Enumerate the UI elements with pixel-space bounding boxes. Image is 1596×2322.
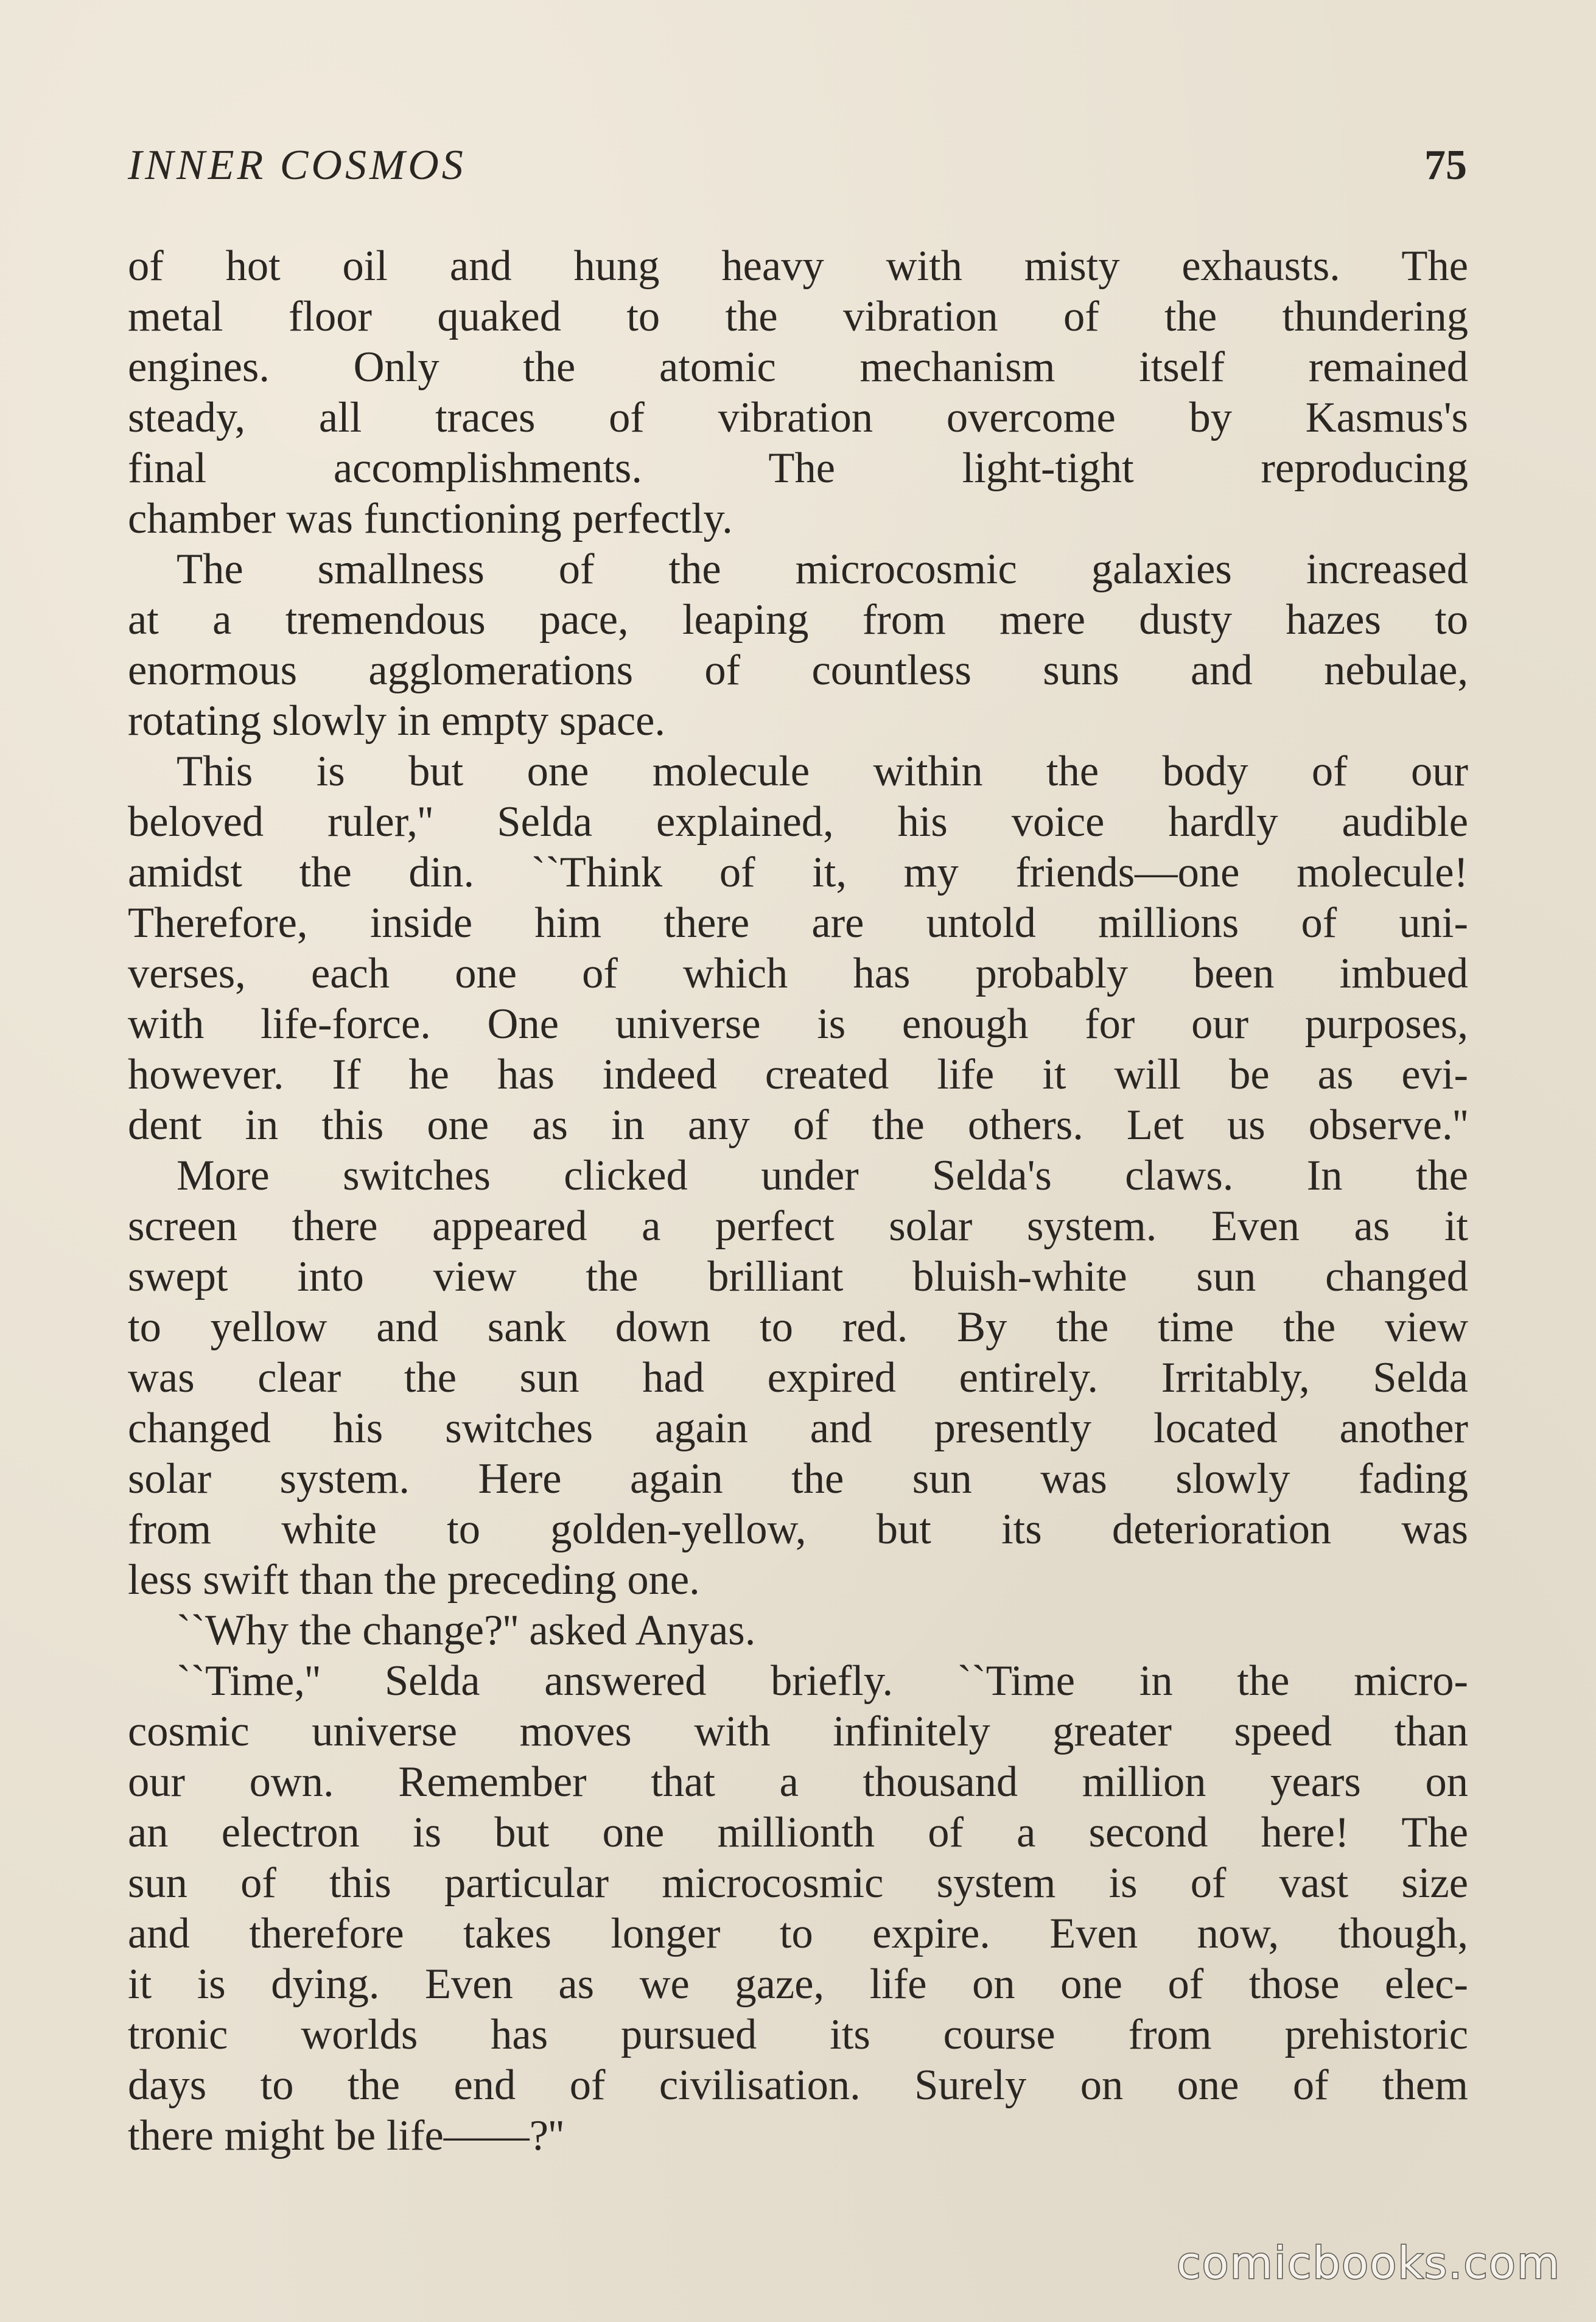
- text-line: More switches clicked under Selda's claws. In the: [177, 1152, 1468, 1199]
- text-line: final accomplishments. The light-tight reproducing: [128, 444, 1468, 492]
- text-line: beloved ruler,'' Selda explained, his voice hardly audible: [128, 798, 1468, 846]
- text-line: screen there appeared a perfect solar system. Even as it: [128, 1202, 1468, 1250]
- watermark: comicbooks.com: [1176, 2237, 1561, 2289]
- text-line: metal floor quaked to the vibration of the thundering: [128, 293, 1468, 340]
- text-line: amidst the din. ``Think of it, my friends—one molecule!: [128, 849, 1468, 896]
- text-line: Therefore, inside him there are untold millions of uni-: [128, 899, 1468, 947]
- text-line: chamber was functioning perfectly.: [128, 495, 733, 542]
- page-number: 75: [1424, 142, 1467, 189]
- text-line: swept into view the brilliant bluish-white sun changed: [128, 1253, 1468, 1300]
- page-header: [128, 135, 1467, 202]
- text-line: to yellow and sank down to red. By the time the view: [128, 1303, 1468, 1351]
- text-line: was clear the sun had expired entirely. Irritably, Selda: [128, 1354, 1468, 1401]
- text-line: changed his switches again and presently located another: [128, 1405, 1468, 1452]
- text-line: solar system. Here again the sun was slowly fading: [128, 1455, 1468, 1503]
- text-line: with life-force. One universe is enough for our purposes,: [128, 1000, 1468, 1048]
- text-line: sun of this particular microcosmic system is of vast size: [128, 1859, 1468, 1907]
- text-line: cosmic universe moves with infinitely greater speed than: [128, 1708, 1468, 1755]
- text-line: days to the end of civilisation. Surely on one of them: [128, 2061, 1468, 2109]
- text-line: enormous agglomerations of countless suns and nebulae,: [128, 647, 1468, 694]
- text-line: an electron is but one millionth of a second here! The: [128, 1809, 1468, 1856]
- text-line: The smallness of the microcosmic galaxies increased: [177, 545, 1468, 593]
- text-line: steady, all traces of vibration overcome by Kasmus's: [128, 394, 1468, 441]
- text-line: of hot oil and hung heavy with misty exhausts. The: [128, 242, 1468, 290]
- text-line: dent in this one as in any of the others. Let us observe.'': [128, 1101, 1468, 1149]
- text-line: ``Why the change?'' asked Anyas.: [177, 1607, 756, 1654]
- text-line: from white to golden-yellow, but its deterioration was: [128, 1506, 1468, 1553]
- text-line: however. If he has indeed created life it will be as evi-: [128, 1051, 1468, 1098]
- text-line: at a tremendous pace, leaping from mere dusty hazes to: [128, 596, 1468, 644]
- text-line: and therefore takes longer to expire. Even now, though,: [128, 1910, 1468, 1957]
- text-line: it is dying. Even as we gaze, life on one of those elec-: [128, 1960, 1468, 2008]
- running-title: INNER COSMOS: [128, 142, 466, 189]
- body-text: [128, 241, 1468, 2161]
- text-line: there might be life——?'': [128, 2112, 564, 2159]
- text-line: our own. Remember that a thousand million years on: [128, 1758, 1468, 1806]
- text-line: ``Time,'' Selda answered briefly. ``Time in the micro-: [177, 1657, 1468, 1705]
- text-line: rotating slowly in empty space.: [128, 697, 666, 745]
- text-line: tronic worlds has pursued its course from prehistoric: [128, 2011, 1468, 2058]
- text-line: verses, each one of which has probably been imbued: [128, 950, 1468, 997]
- text-line: less swift than the preceding one.: [128, 1556, 700, 1604]
- text-line: This is but one molecule within the body of our: [177, 748, 1468, 795]
- text-line: engines. Only the atomic mechanism itself remained: [128, 343, 1468, 391]
